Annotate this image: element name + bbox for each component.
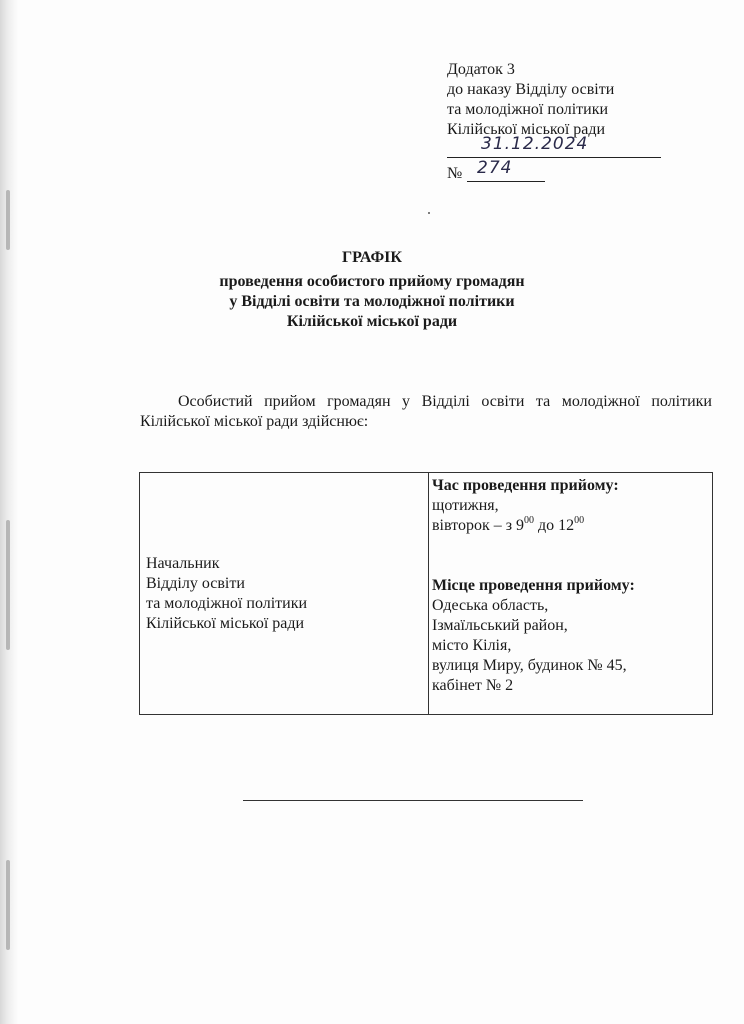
appendix-title: Додаток 3 (447, 61, 515, 78)
time-to-minutes: 00 (574, 515, 585, 526)
appendix-block (447, 60, 677, 186)
table-row (140, 473, 713, 715)
time-frequency: щотижня, (432, 497, 499, 514)
time-label: Час проведення прийому: (432, 477, 619, 494)
scan-artifact (6, 190, 10, 250)
title-main: ГРАФІК (341, 249, 403, 266)
official-dept-2: та молодіжної політики (146, 594, 308, 612)
intro-paragraph: Особистий прийом громадян у Відділі освіти та молодіжної політики Кілійської міської ради здійснює: (140, 393, 712, 430)
document-title (0, 248, 744, 332)
place-label: Місце проведення прийому: (432, 577, 635, 594)
handwritten-date: 31.12.2024 (481, 134, 589, 154)
appendix-order-ref-2: та молодіжної політики (447, 101, 609, 118)
official-cell (140, 473, 429, 715)
official-council: Кілійської міської ради (146, 614, 305, 632)
official-position: Начальник (146, 554, 220, 572)
number-row (447, 158, 677, 186)
time-from-minutes: 00 (524, 515, 535, 526)
appendix-council: Кілійської міської ради (447, 121, 606, 138)
title-line-3: Кілійської міської ради (286, 313, 458, 330)
time-hours (432, 516, 712, 536)
time-day: вівторок – з 9 (432, 517, 525, 534)
scan-artifact (6, 860, 10, 950)
appendix-order-ref: до наказу Відділу освіти (447, 81, 615, 98)
place-office: кабінет № 2 (432, 677, 514, 694)
number-sign: № (447, 165, 463, 182)
place-city: місто Кілія, (432, 637, 512, 654)
place-region: Одеська область, (432, 597, 549, 614)
handwritten-number: 274 (477, 158, 513, 178)
place-street: вулиця Миру, будинок № 45, (432, 657, 627, 674)
scan-artifact (6, 520, 10, 650)
time-to: до 12 (534, 517, 575, 534)
details-cell (429, 473, 713, 715)
place-district: Ізмаїльський район, (432, 617, 568, 634)
closing-line (243, 800, 583, 801)
scan-speck (428, 212, 430, 214)
title-line-2: у Відділі освіти та молодіжної політики (229, 293, 515, 310)
schedule-table (139, 472, 713, 715)
official-dept: Відділу освіти (146, 574, 245, 592)
title-line-1: проведення особистого прийому громадян (219, 273, 525, 290)
